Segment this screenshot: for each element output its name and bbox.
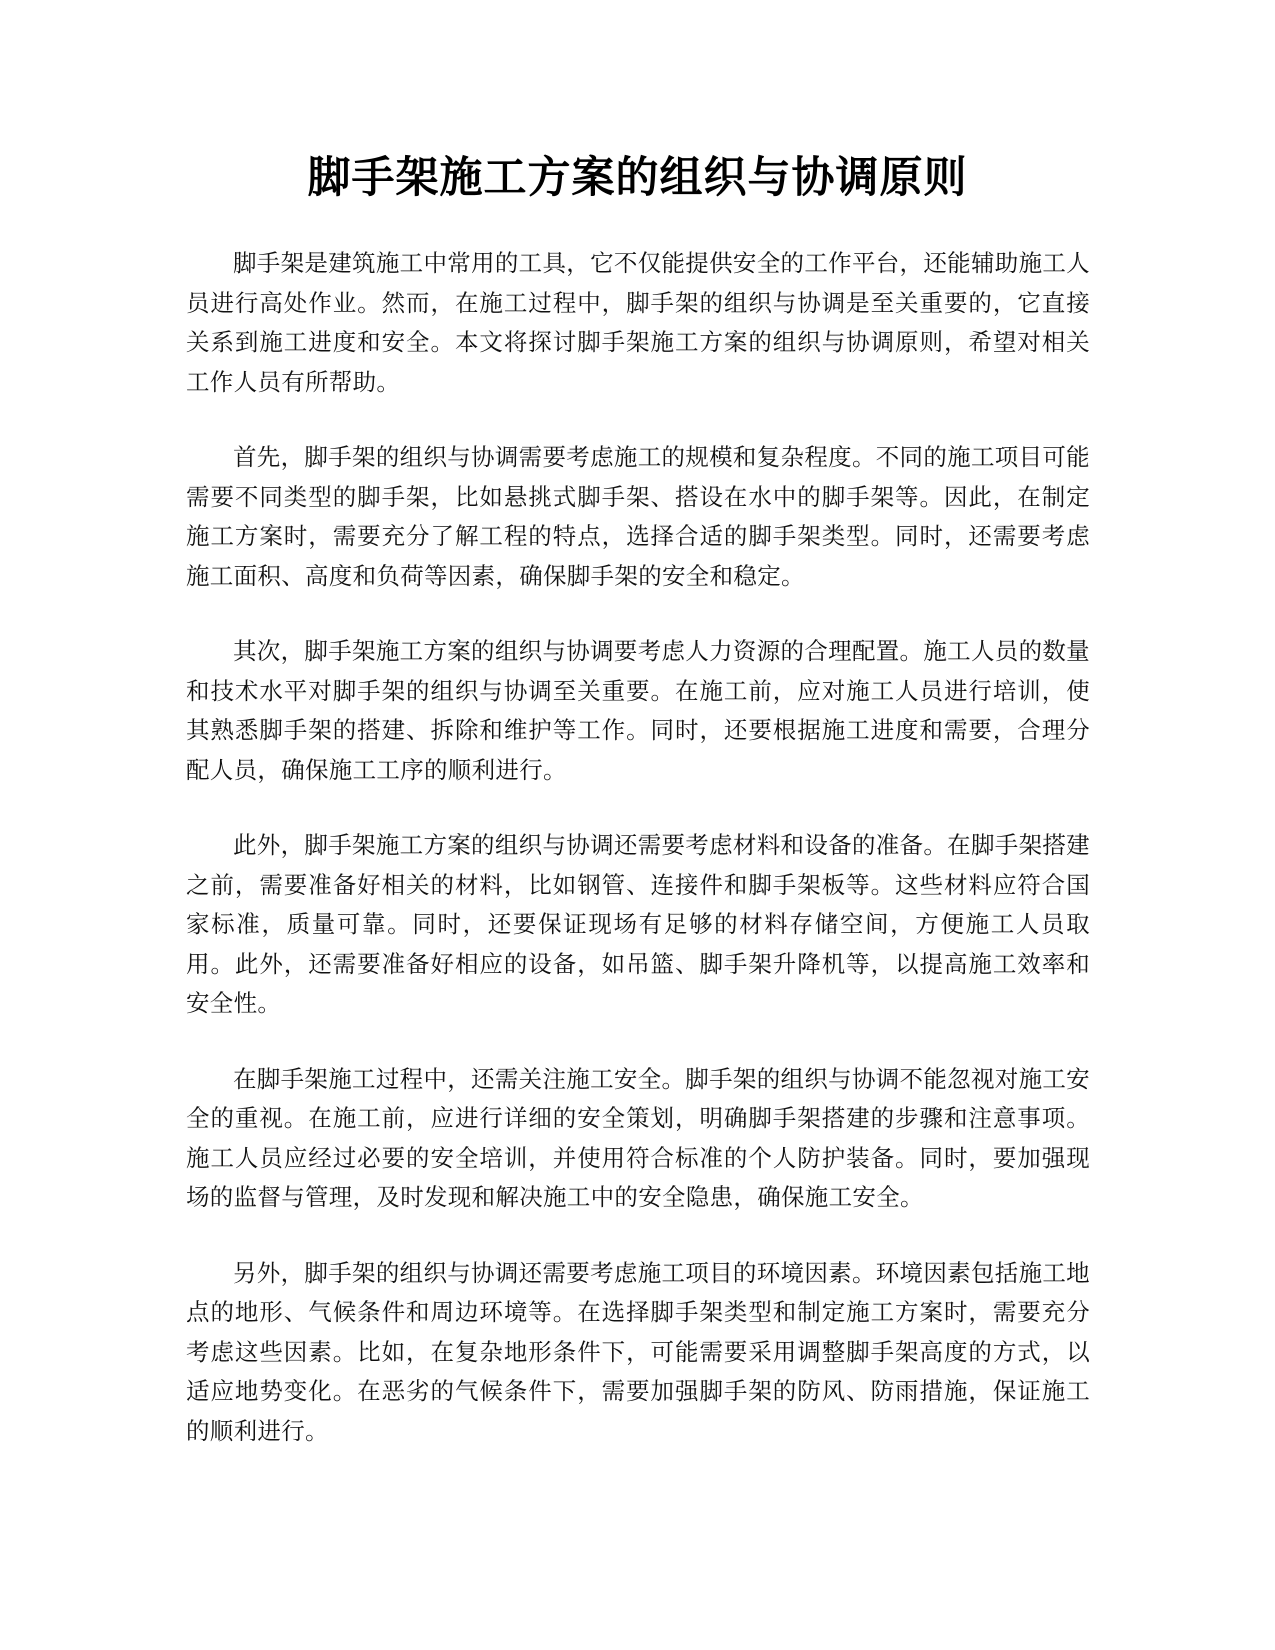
paragraph-environment: 另外，脚手架的组织与协调还需要考虑施工项目的环境因素。环境因素包括施工地点的地形、气候条件和周边环境等。在选择脚手架类型和制定施工方案时，需要充分考虑这些因素。比如，在复杂地形条件下，可能需要采用调整脚手架高度的方式，以适应地势变化。在恶劣的气候条件下，需要加强脚手架的防风、防雨措施，保证施工的顺利进行。 bbox=[186, 1258, 1090, 1445]
paragraph-safety: 在脚手架施工过程中，还需关注施工安全。脚手架的组织与协调不能忽视对施工安全的重视。在施工前，应进行详细的安全策划，明确脚手架搭建的步骤和注意事项。施工人员应经过必要的安全培训，并使用符合标准的个人防护装备。同时，要加强现场的监督与管理，及时发现和解决施工中的安全隐患，确保施工安全。 bbox=[186, 1064, 1090, 1211]
document-body bbox=[186, 244, 1090, 1487]
paragraph-manpower: 其次，脚手架施工方案的组织与协调要考虑人力资源的合理配置。施工人员的数量和技术水平对脚手架的组织与协调至关重要。在施工前，应对施工人员进行培训，使其熟悉脚手架的搭建、拆除和维护等工作。同时，还要根据施工进度和需要，合理分配人员，确保施工工序的顺利进行。 bbox=[186, 637, 1090, 784]
paragraph-scale: 首先，脚手架的组织与协调需要考虑施工的规模和复杂程度。不同的施工项目可能需要不同类型的脚手架，比如悬挑式脚手架、搭设在水中的脚手架等。因此，在制定施工方案时，需要充分了解工程的特点，选择合适的脚手架类型。同时，还需要考虑施工面积、高度和负荷等因素，确保脚手架的安全和稳定。 bbox=[186, 443, 1090, 590]
document-title: 脚手架施工方案的组织与协调原则 bbox=[307, 153, 968, 203]
paragraph-materials: 此外，脚手架施工方案的组织与协调还需要考虑材料和设备的准备。在脚手架搭建之前，需要准备好相关的材料，比如钢管、连接件和脚手架板等。这些材料应符合国家标准，质量可靠。同时，还要保证现场有足够的材料存储空间，方便施工人员取用。此外，还需要准备好相应的设备，如吊篮、脚手架升降机等，以提高施工效率和安全性。 bbox=[186, 831, 1090, 1017]
paragraph-intro: 脚手架是建筑施工中常用的工具，它不仅能提供安全的工作平台，还能辅助施工人员进行高处作业。然而，在施工过程中，脚手架的组织与协调是至关重要的，它直接关系到施工进度和安全。本文将探讨脚手架施工方案的组织与协调原则，希望对相关工作人员有所帮助。 bbox=[186, 249, 1090, 396]
